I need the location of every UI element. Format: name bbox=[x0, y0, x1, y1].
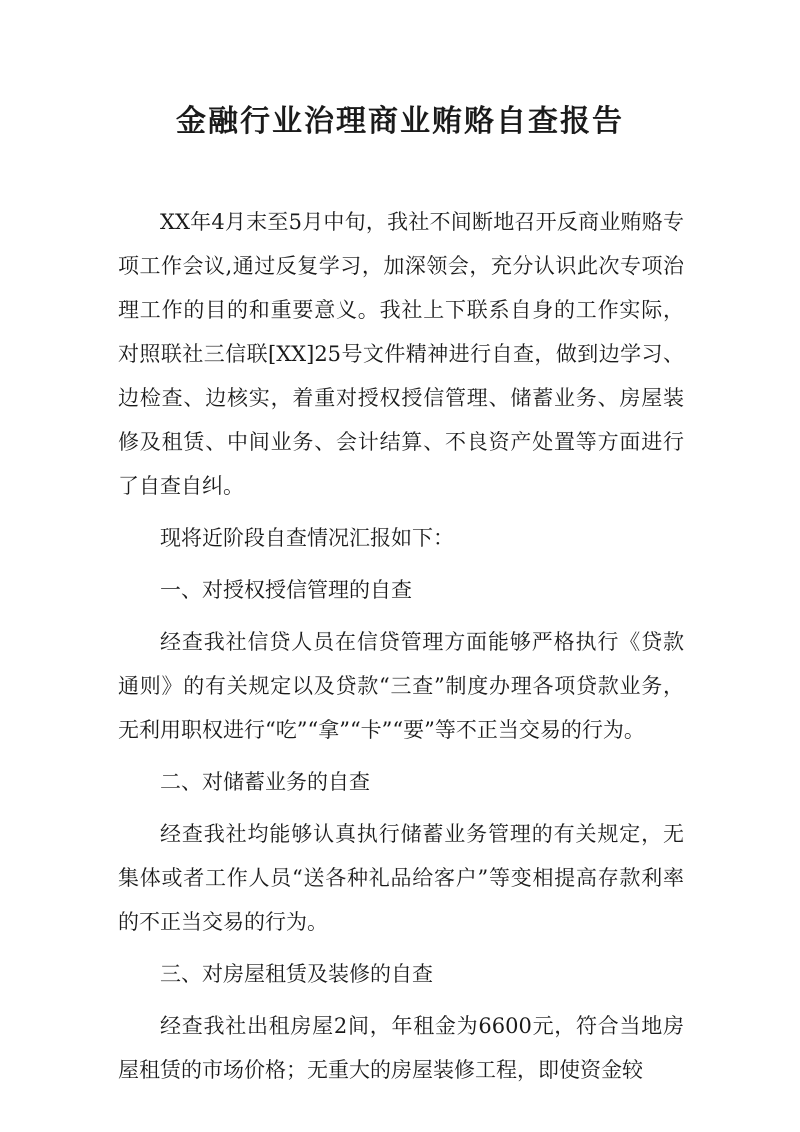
document-title: 金融行业治理商业贿赂自查报告 bbox=[176, 104, 624, 139]
paragraph-section-1: 经查我社信贷人员在信贷管理方面能够严格执行《贷款通则》的有关规定以及贷款“三查”制度办理各项贷款业务，无利用职权进行“吃”“拿”“卡”“要”等不正当交易的行为。 bbox=[118, 630, 684, 742]
section-heading-2: 二、对储蓄业务的自查 bbox=[160, 770, 370, 794]
paragraph-intro: XX年4月末至5月中旬，我社不间断地召开反商业贿赂专项工作会议,通过反复学习，加深领会，充分认识此次专项治理工作的目的和重要意义。我社上下联系自身的工作实际，对照联社三信联[XX]25号文件精神进行自查，做到边学习、边检查、边核实，着重对授权授信管理、储蓄业务、房屋装修及租赁、中间业务、会计结算、不良资产处置等方面进行了自查自纠。 bbox=[118, 210, 684, 498]
document-body bbox=[118, 200, 684, 1100]
section-heading-3: 三、对房屋租赁及装修的自查 bbox=[160, 962, 433, 986]
paragraph-summary-lead: 现将近阶段自查情况汇报如下： bbox=[160, 526, 454, 550]
paragraph-section-2: 经查我社均能够认真执行储蓄业务管理的有关规定，无集体或者工作人员“送各种礼品给客户”等变相提高存款利率的不正当交易的行为。 bbox=[118, 822, 684, 934]
section-heading-1: 一、对授权授信管理的自查 bbox=[160, 578, 412, 602]
paragraph-section-3: 经查我社出租房屋2间，年租金为6600元，符合当地房屋租赁的市场价格；无重大的房屋装修工程，即使资金较 bbox=[118, 1014, 684, 1082]
